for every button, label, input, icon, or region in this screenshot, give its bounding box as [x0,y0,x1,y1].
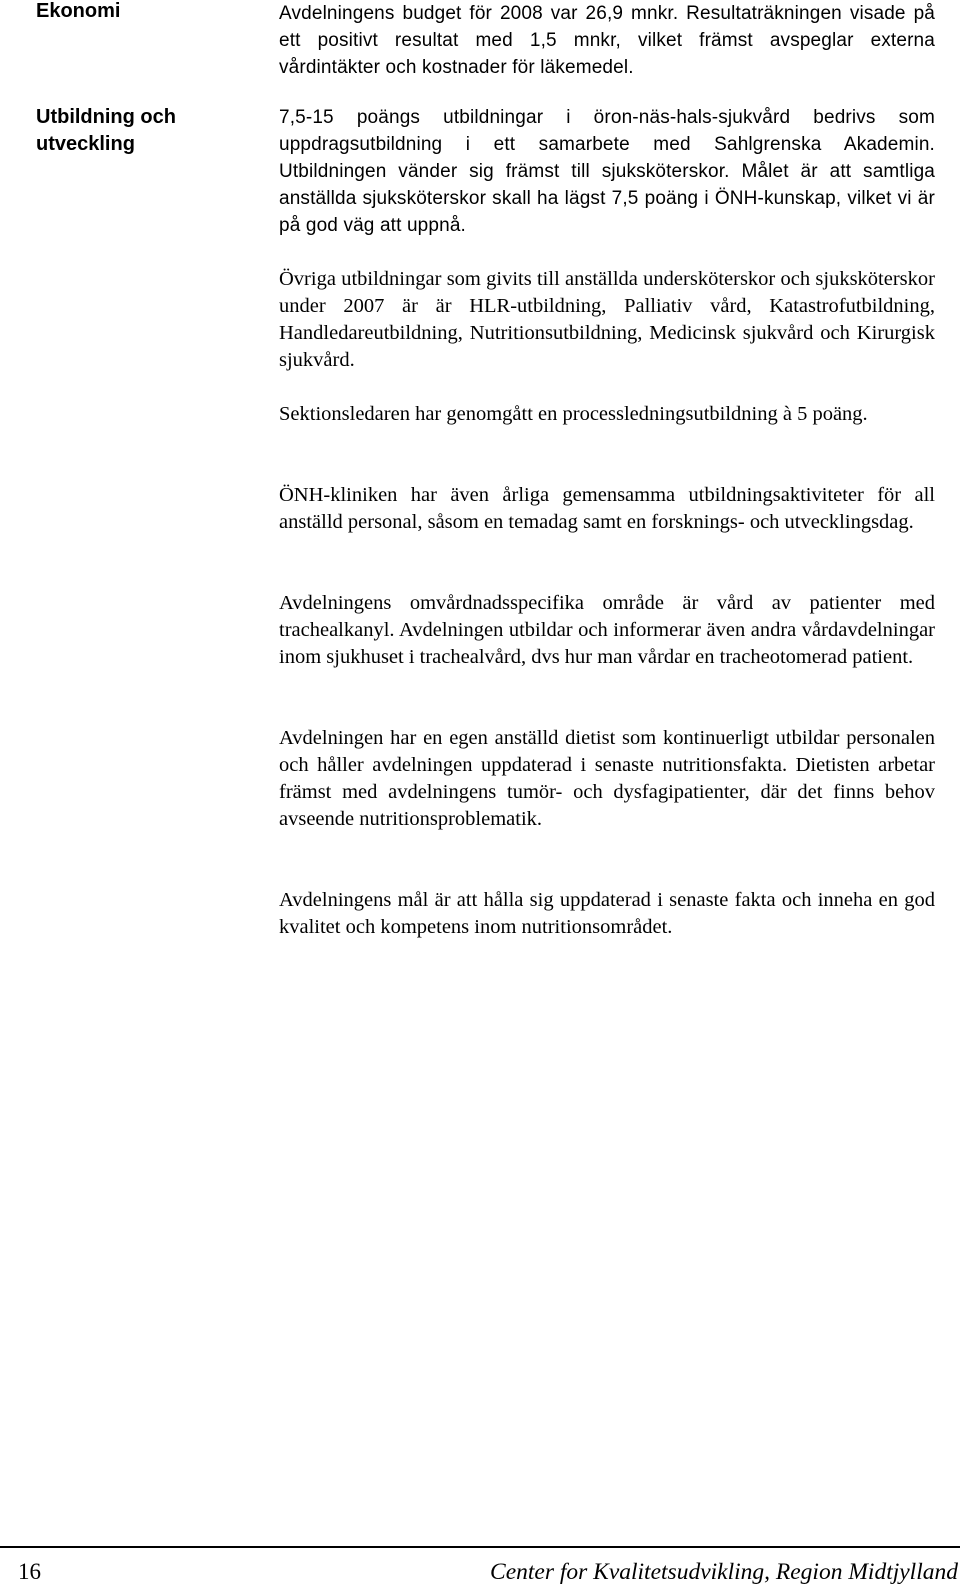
footer-divider [0,1546,960,1548]
paragraph-arliga-aktiviteter: ÖNH-kliniken har även årliga gemensamma utbildningsaktiviteter för all anställd personal, såsom en temadag samt en forsknings- och utvecklingsdag. [279,484,935,533]
paragraph-block-sektionsledare [279,401,935,428]
section-body-ekonomi [279,0,935,81]
paragraph-dietist: Avdelningen har en egen anställd dietist som kontinuerligt utbildar personalen och håller avdelningen uppdaterad i senaste nutritionsfakta. Dietisten arbetar främst med avdelningens tumör- och dysfagipatienter, där det finns behov avseende nutritionsproblematik. [279,727,935,830]
paragraph-onh-utbildning: 7,5-15 poängs utbildningar i öron-näs-hals-sjukvård bedrivs som uppdragsutbildning i ett samarbete med Sahlgrenska Akademin. Utbildningen vänder sig främst till sjuksköterskor. Målet är att samtliga anställda sjuksköterskor skall ha lägst 7,5 poäng i ÖNH-kunskap, vilket vi är på god väg att uppnå. [279,107,935,236]
page-number: 16 [18,1559,41,1584]
section-heading-utbildning [36,104,236,158]
paragraph-block-dietist [279,725,935,833]
paragraph-nutrition-mal: Avdelningens mål är att hålla sig uppdaterad i senaste fakta och inneha en god kvalitet och kompetens inom nutritionsområdet. [279,889,935,938]
paragraph-block-omvardnad [279,590,935,671]
paragraph-ovriga-utbildningar: Övriga utbildningar som givits till anställda undersköterskor och sjuksköterskor under 2007 är är HLR-utbildning, Palliativ vård, Katastrofutbildning, Handledareutbildning, Nutritionsutbildning, Medicinsk sjukvård och Kirurgisk sjukvård. [279,268,935,371]
footer-publisher: Center for Kvalitetsudvikling, Region Midtjylland [490,1559,958,1585]
paragraph-sektionsledare: Sektionsledaren har genomgått en processledningsutbildning à 5 poäng. [279,403,868,425]
paragraph-budget: Avdelningens budget för 2008 var 26,9 mnkr. Resultaträkningen visade på ett positivt resultat med 1,5 mnkr, vilket främst avspeglar externa vårdintäkter och kostnader för läkemedel. [279,3,935,78]
section-heading-utbildning-line2: utveckling [36,133,135,155]
section-heading-utbildning-line1: Utbildning och [36,106,176,128]
paragraph-block-arliga [279,482,935,536]
paragraph-block-ovriga [279,266,935,374]
paragraph-block-mal [279,887,935,941]
section-heading-ekonomi: Ekonomi [36,0,121,22]
paragraph-omvardnad-trachealkanyl: Avdelningens omvårdnadsspecifika område är vård av patienter med trachealkanyl. Avdelningen utbildar och informerar även andra vårdavdelningar inom sjukhuset i trachealvård, dvs hur man vårdar en tracheotomerad patient. [279,592,935,668]
section-body-utbildning [279,104,935,239]
